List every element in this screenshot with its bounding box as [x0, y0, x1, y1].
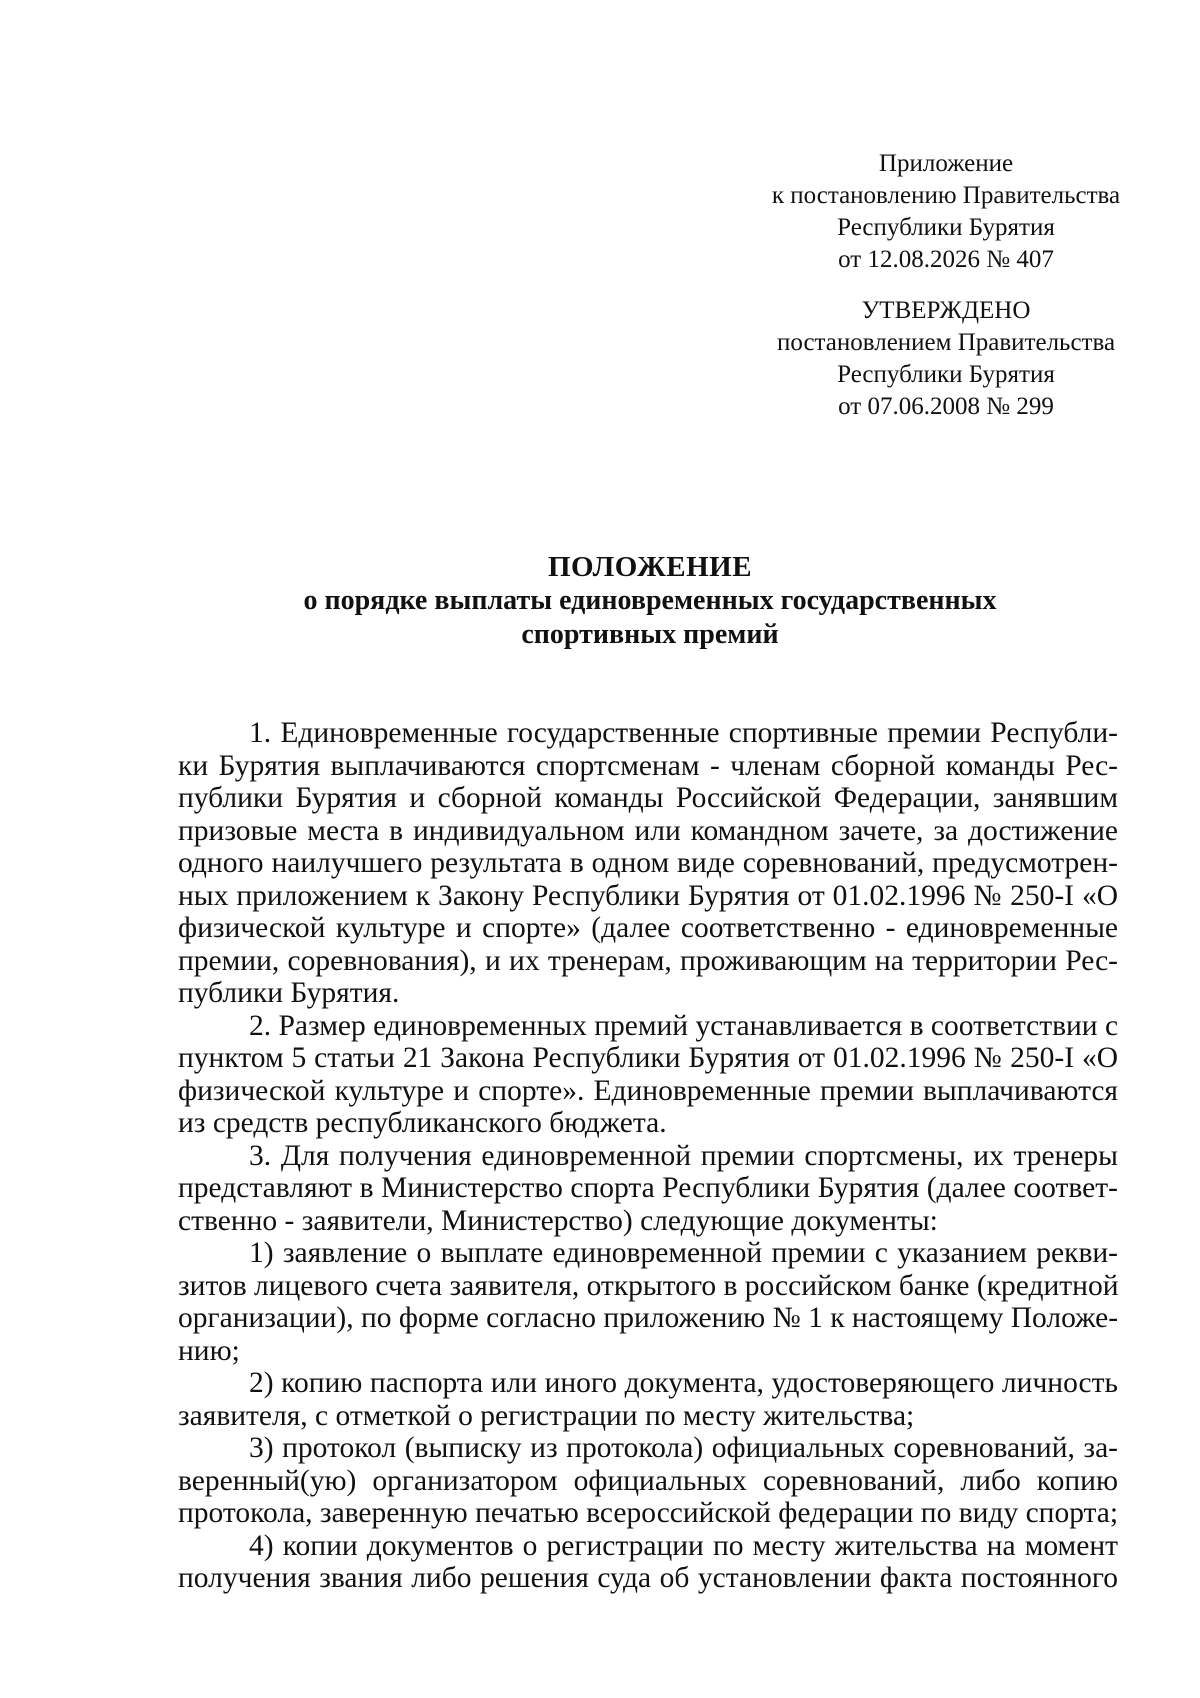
body-line: физической культуре и спорте» (далее соответственно - единовременные [178, 912, 1118, 944]
document-title: ПОЛОЖЕНИЕ [547, 551, 753, 583]
body-line: представляют в Министерство спорта Республики Бурятия (далее соответ- [178, 1172, 1118, 1204]
body-line: 3. Для получения единовременной премии спортсмены, их тренеры [249, 1139, 1118, 1172]
annex-line: к постановлению Правительства [771, 182, 1121, 209]
approved-line: постановлением Правительства [776, 329, 1116, 356]
body-line: 3) протокол (выписку из протокола) официальных соревнований, за- [249, 1432, 1118, 1464]
annex-line: от 12.08.2026 № 407 [838, 246, 1054, 273]
body-line: премии, соревнования), и их тренерам, проживающим на территории Рес- [178, 944, 1118, 977]
body-line: нию; [178, 1334, 240, 1367]
body-line: призовые места в индивидуальном или командном зачете, за достижение [178, 814, 1118, 847]
body-line: 1) заявление о выплате единовременной премии с указанием рекви- [249, 1237, 1118, 1269]
body-line: ственно - заявители, Министерство) следующие документы: [178, 1204, 938, 1237]
approved-header [760, 295, 1132, 423]
document-subtitle-line: спортивных премий [521, 619, 779, 650]
annex-header [760, 148, 1132, 276]
annex-line: Республики Бурятия [837, 214, 1055, 241]
body-line: 2. Размер единовременных премий устанавливается в соответствии с [249, 1009, 1119, 1042]
body-line: публики Бурятия и сборной команды Российской Федерации, занявшим [178, 782, 1118, 814]
body-line: из средств республиканского бюджета. [178, 1107, 667, 1139]
document-title-block [150, 550, 1150, 652]
body-line: веренный(ую) организатором официальных соревнований, либо копию [178, 1464, 1118, 1497]
document-subtitle-line: о порядке выплаты единовременных государственных [303, 585, 997, 616]
body-line: одного наилучшего результата в одном виде соревнований, предусмотрен- [178, 847, 1118, 879]
body-line: 1. Единовременные государственные спортивные премии Республи- [249, 717, 1118, 749]
body-line: 2) копию паспорта или иного документа, удостоверяющего личность [249, 1367, 1118, 1399]
body-line: публики Бурятия. [178, 977, 400, 1009]
body-line: физической культуре и спорте». Единовременные премии выплачиваются [178, 1074, 1118, 1107]
body-line: пунктом 5 статьи 21 Закона Республики Бурятия от 01.02.1996 № 250-I «О [178, 1042, 1118, 1074]
body-line: заявителя, с отметкой о регистрации по месту жительства; [178, 1399, 915, 1432]
body-line: зитов лицевого счета заявителя, открытого в российском банке (кредитной [178, 1269, 1119, 1302]
document-body [178, 717, 1118, 1595]
body-line: получения звания либо решения суда об установлении факта постоянного [178, 1562, 1118, 1594]
body-line: протокола, заверенную печатью всероссийской федерации по виду спорта; [178, 1497, 1119, 1529]
approved-line: от 07.06.2008 № 299 [838, 393, 1054, 420]
approved-line: Республики Бурятия [837, 361, 1055, 388]
body-line: 4) копии документов о регистрации по месту жительства на момент [249, 1529, 1118, 1562]
annex-line: Приложение [878, 150, 1014, 177]
approved-line: УТВЕРЖДЕНО [861, 297, 1031, 324]
body-line: ных приложением к Закону Республики Бурятия от 01.02.1996 № 250-I «О [178, 879, 1118, 912]
body-line: организации), по форме согласно приложению № 1 к настоящему Положе- [178, 1302, 1119, 1334]
body-line: ки Бурятия выплачиваются спортсменам - членам сборной команды Рес- [178, 749, 1118, 782]
